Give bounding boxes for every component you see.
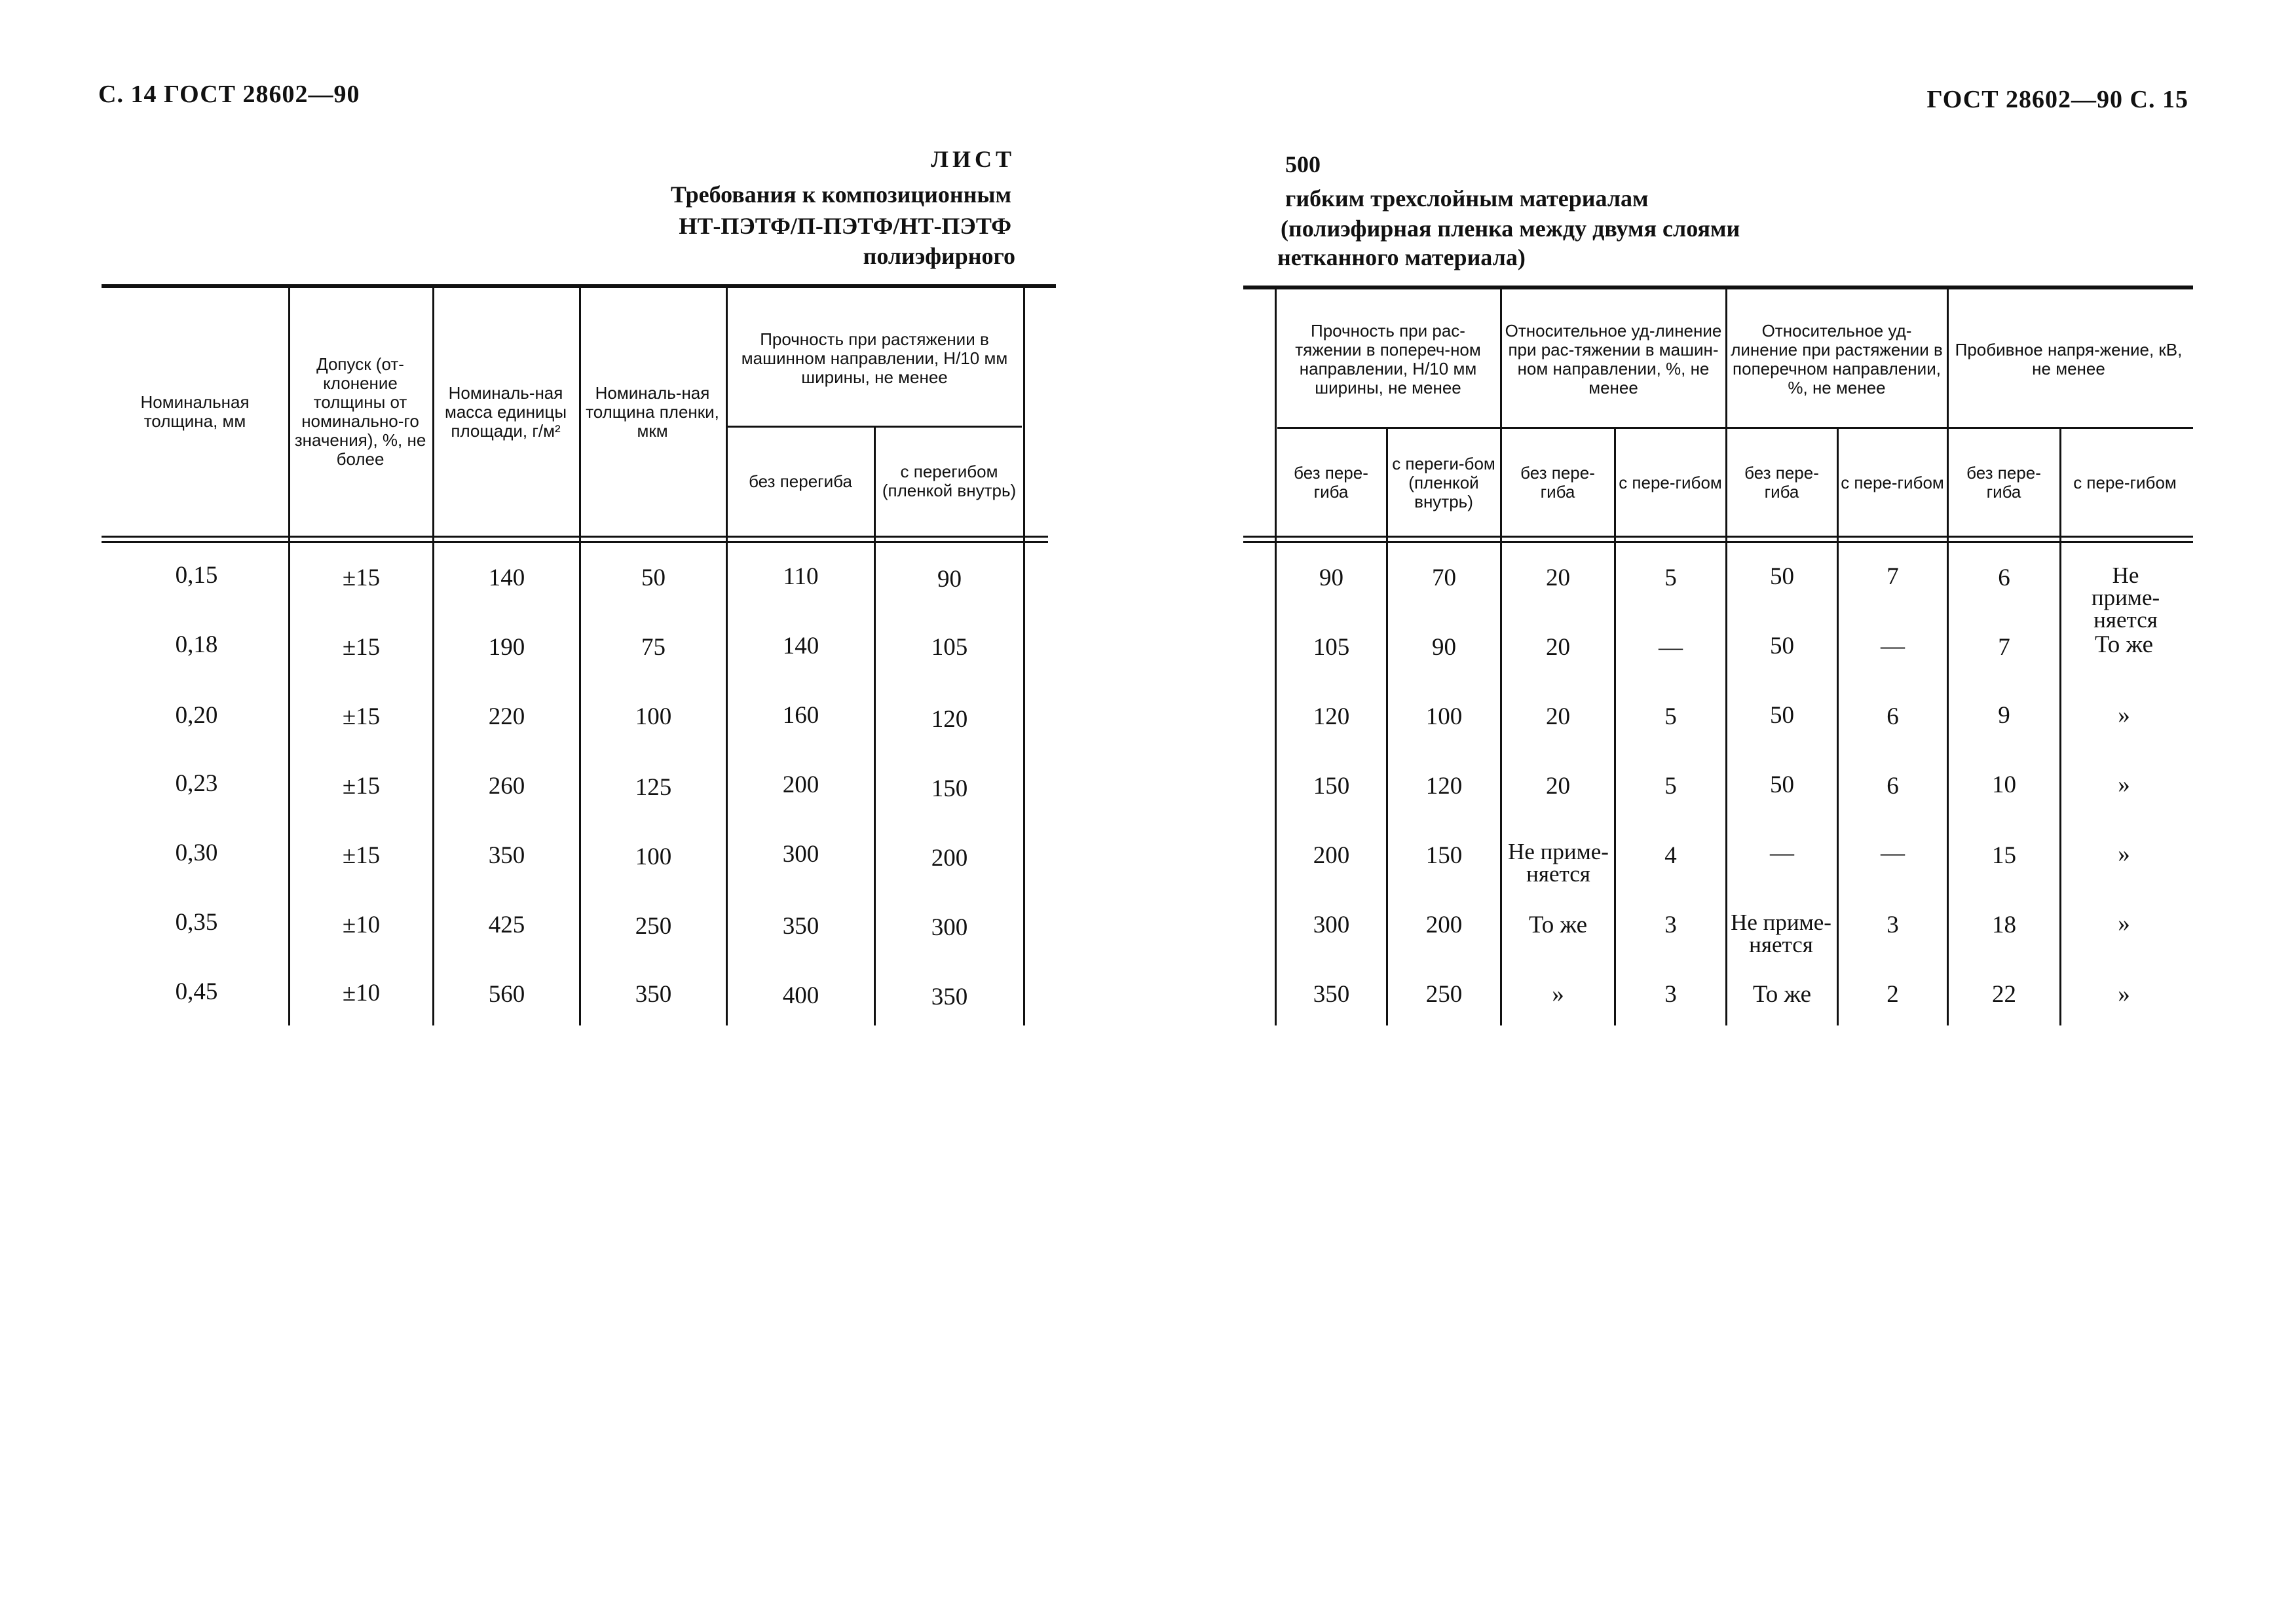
cell: » (2118, 841, 2130, 868)
cell: 200 (1313, 842, 1350, 869)
cell: 0,45 (175, 978, 218, 1005)
header-nominal-thickness: Номинальная толщина, мм (140, 392, 250, 431)
cell: Не приме-няется (1731, 910, 1831, 957)
cell: 20 (1546, 773, 1570, 800)
header-elong-md-no-bend: без пере-гиба (1520, 463, 1595, 502)
cell: 150 (931, 775, 968, 802)
cell: 160 (782, 702, 819, 729)
cell: 0,23 (175, 770, 218, 797)
cell: 300 (782, 841, 819, 868)
right-table-top-rule (1243, 286, 2193, 289)
cell: ±10 (342, 980, 381, 1006)
cell: 425 (488, 912, 525, 938)
cell: — (1881, 840, 1905, 866)
cell: 9 (1998, 702, 2010, 729)
cell: 150 (1313, 773, 1350, 800)
cell: 50 (1770, 563, 1794, 590)
title-right-line1: гибким трехслойным материалам (1285, 185, 1649, 212)
cell: То же (1752, 981, 1812, 1008)
header-strength-cd-bend-inside: с переги-бом (пленкой внутрь) (1392, 453, 1495, 511)
cell: 18 (1992, 912, 2016, 938)
cell: 560 (488, 981, 525, 1008)
cell: 0,20 (175, 702, 218, 729)
cell: » (2118, 981, 2130, 1008)
cell: » (2118, 702, 2130, 729)
cell: 105 (1313, 634, 1350, 661)
cell: Не приме-няется (1508, 839, 1609, 887)
header-breakdown-voltage: Пробивное напря-жение, кВ, не менее (1955, 340, 2183, 378)
header-nominal-mass: Номиналь-ная масса единицы площади, г/м² (444, 382, 567, 441)
cell: 190 (488, 634, 525, 661)
cell: 220 (488, 703, 525, 730)
cell: 400 (782, 982, 819, 1009)
cell: ±15 (342, 773, 381, 800)
left-vline-6 (1023, 288, 1025, 1025)
cell: 140 (488, 564, 525, 591)
cell: 3 (1664, 912, 1677, 938)
cell: То же (2094, 631, 2154, 658)
header-elong-md-bend: с пере-гибом (1619, 472, 1722, 492)
cell: 50 (641, 564, 666, 591)
cell: 300 (931, 914, 968, 941)
cell: 2 (1886, 981, 1899, 1008)
cell: 6 (1886, 773, 1899, 800)
cell: 120 (1425, 773, 1463, 800)
left-table-header-rule (102, 536, 1048, 538)
cell: 0,30 (175, 840, 218, 866)
cell: ±15 (342, 634, 381, 661)
cell: 150 (1425, 842, 1463, 869)
cell: То же (1528, 912, 1588, 938)
cell: » (1552, 981, 1564, 1008)
cell: 100 (1425, 703, 1463, 730)
cell: 50 (1770, 633, 1794, 659)
cell: 350 (782, 913, 819, 940)
cell: 350 (1313, 981, 1350, 1008)
cell: 4 (1664, 842, 1677, 869)
cell: — (1659, 634, 1683, 661)
cell: 6 (1886, 703, 1899, 730)
cell: 20 (1546, 634, 1570, 661)
cell: 3 (1664, 981, 1677, 1008)
cell: 100 (635, 703, 672, 730)
cell: 22 (1992, 981, 2016, 1008)
cell: Не приме-няется (2091, 563, 2160, 633)
cell: 350 (931, 984, 968, 1010)
cell: 5 (1664, 773, 1677, 800)
cell: 15 (1992, 842, 2016, 869)
cell: 120 (931, 706, 968, 733)
cell: — (1881, 633, 1905, 659)
cell: 75 (641, 634, 666, 661)
header-elongation-cross-direction: Относительное уд-линение при растяжении в поперечном направлении, %, не менее (1731, 321, 1943, 397)
title-right-line2: (полиэфирная пленка между двумя слоями (1281, 215, 1740, 242)
cell: 6 (1998, 564, 2010, 591)
cell: 0,18 (175, 631, 218, 658)
header-breakdown-bend: с пере-гибом (2073, 472, 2177, 492)
cell: — (1770, 840, 1794, 866)
cell: 260 (488, 773, 525, 800)
cell: 3 (1886, 912, 1899, 938)
cell: ±15 (342, 703, 381, 730)
right-table-subheader-rule (1277, 427, 2193, 429)
cell: 100 (635, 843, 672, 870)
page-header-right: ГОСТ 28602—90 С. 15 (1926, 86, 2188, 113)
header-strength-machine-direction: Прочность при растяжении в машинном направлении, Н/10 мм ширины, не менее (741, 329, 1008, 387)
cell: 7 (1886, 563, 1899, 590)
cell: » (2118, 910, 2130, 937)
cell: 200 (1425, 912, 1463, 938)
cell: » (2118, 771, 2130, 798)
cell: 20 (1546, 703, 1570, 730)
cell: 250 (1425, 981, 1463, 1008)
page-header-left: С. 14 ГОСТ 28602—90 (98, 81, 360, 108)
cell: 50 (1770, 771, 1794, 798)
cell: ±10 (342, 912, 381, 938)
cell: 350 (635, 981, 672, 1008)
header-strength-cross-direction: Прочность при рас-тяжении в попереч-ном направлении, Н/10 мм ширины, не менее (1295, 321, 1481, 397)
cell: 250 (635, 913, 672, 940)
header-strength-cd-no-bend: без пере-гиба (1294, 463, 1368, 502)
cell: 140 (782, 633, 819, 659)
header-no-bend: без перегиба (749, 471, 852, 491)
cell: 20 (1546, 564, 1570, 591)
header-elongation-machine-direction: Относительное уд-линение при рас-тяжении в машин-ном направлении, %, не менее (1505, 321, 1722, 397)
cell: 5 (1664, 564, 1677, 591)
title-right-line3: нетканного материала) (1277, 244, 1526, 270)
cell: 120 (1313, 703, 1350, 730)
sheet-number: 500 (1285, 151, 1321, 177)
header-elong-cd-no-bend: без пере-гиба (1744, 463, 1819, 502)
cell: 125 (635, 774, 672, 801)
cell: 350 (488, 842, 525, 869)
cell: 0,15 (175, 562, 218, 589)
header-bend-inside: с перегибом (пленкой внутрь) (882, 462, 1017, 500)
cell: 200 (931, 845, 968, 872)
header-tolerance: Допуск (от-клонение толщины от номинально-го значения), %, не более (294, 354, 426, 469)
cell: 0,35 (175, 909, 218, 936)
cell: 5 (1664, 703, 1677, 730)
cell: ±15 (342, 842, 381, 869)
cell: 10 (1992, 771, 2016, 798)
header-film-thickness: Номиналь-ная толщина пленки, мкм (586, 382, 719, 441)
cell: 70 (1432, 564, 1456, 591)
title-left-line1: Требования к композиционным (670, 181, 1011, 208)
left-table-header-rule-2 (102, 541, 1048, 543)
cell: 90 (1432, 634, 1456, 661)
cell: 50 (1770, 702, 1794, 729)
cell: 90 (1319, 564, 1343, 591)
header-breakdown-no-bend: без пере-гиба (1966, 463, 2041, 502)
header-elong-cd-bend: с пере-гибом (1841, 472, 1944, 492)
title-left-line2: НТ-ПЭТФ/П-ПЭТФ/НТ-ПЭТФ (679, 213, 1011, 239)
cell: ±15 (342, 564, 381, 591)
cell: 7 (1998, 634, 2010, 661)
title-left-line3: полиэфирного (863, 243, 1015, 269)
cell: 300 (1313, 912, 1350, 938)
cell: 90 (937, 566, 962, 593)
cell: 200 (782, 771, 819, 798)
sheet-title: ЛИСТ (931, 146, 1015, 172)
cell: 110 (783, 563, 819, 590)
cell: 105 (931, 634, 968, 661)
